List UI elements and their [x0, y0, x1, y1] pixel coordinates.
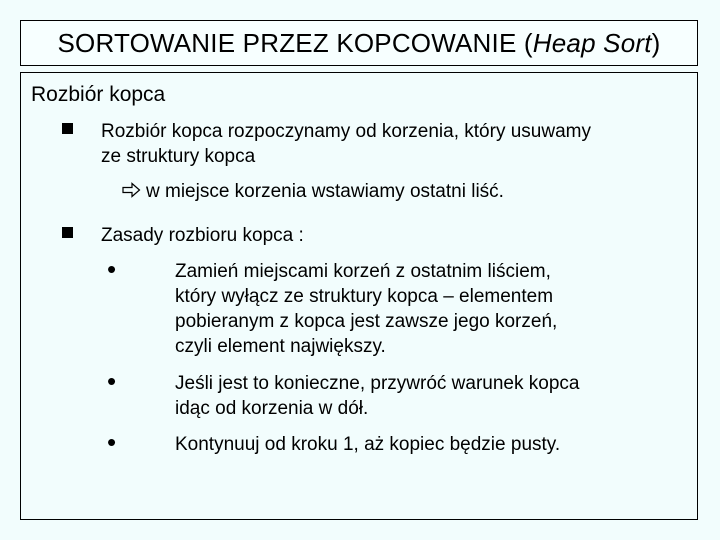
square-bullet-icon: [62, 227, 73, 238]
section-heading: Rozbiór kopca: [31, 83, 166, 106]
title-close: ): [651, 27, 661, 58]
arrow-note: [122, 179, 504, 204]
step-2-line-1: Jeśli jest to konieczne, przywróć warunek kopca: [175, 373, 580, 394]
round-bullet-icon: •: [107, 366, 117, 396]
step-3-line-1: Kontynuuj od kroku 1, aż kopiec będzie pusty.: [175, 434, 561, 455]
item-1-line-1: Rozbiór kopca rozpoczynamy od korzenia, który usuwamy: [101, 121, 591, 142]
item-2-label: Zasady rozbioru kopca :: [101, 225, 304, 246]
item-1-line-2: ze struktury kopca: [101, 146, 256, 167]
step-2-line-2: idąc od korzenia w dół.: [175, 398, 369, 419]
outline-right-arrow-icon: [122, 182, 141, 198]
arrow-note-text: w miejsce korzenia wstawiamy ostatni liść.: [146, 181, 504, 202]
square-bullet-icon: [62, 123, 73, 134]
slide-title: [20, 20, 698, 66]
step-1-line-3: pobieranym z kopca jest zawsze jego korzeń,: [175, 311, 558, 332]
content-panel: [20, 72, 698, 520]
title-italic: Heap Sort: [532, 27, 652, 58]
round-bullet-icon: •: [107, 254, 117, 284]
title-main: SORTOWANIE PRZEZ KOPCOWANIE (: [57, 27, 533, 58]
step-1-line-1: Zamień miejscami korzeń z ostatnim liściem,: [175, 261, 551, 282]
step-1-line-2: który wyłącz ze struktury kopca – elementem: [175, 286, 554, 307]
step-1-line-4: czyli element największy.: [175, 336, 386, 357]
round-bullet-icon: •: [107, 427, 117, 457]
